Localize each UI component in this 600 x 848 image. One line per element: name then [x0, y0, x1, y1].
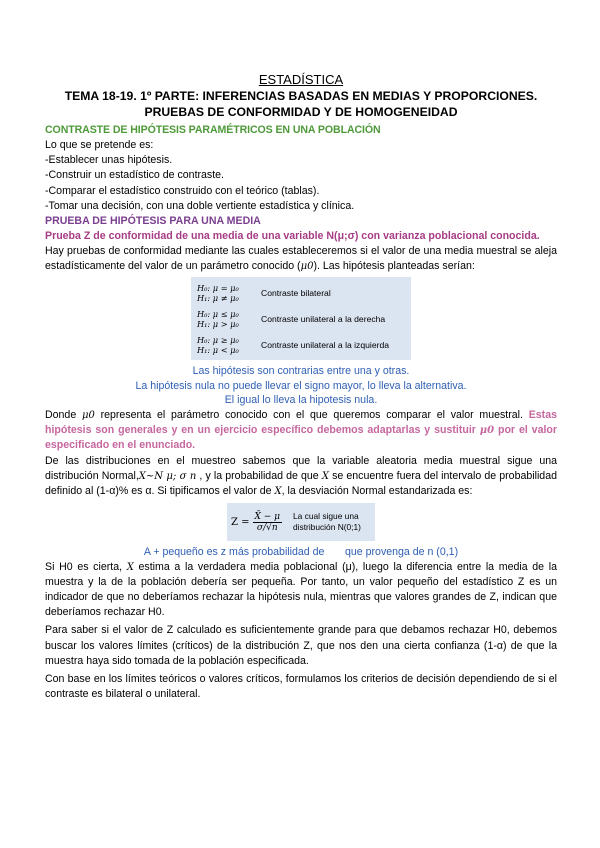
paragraph-mu0: Donde μ0 representa el parámetro conocido con el que queremos comparar el valor muestral. Estas hipótesis son generales y en un ejercicio específico debemos adaptarlas y sustituir μ0 por el valor especificado en el enunciado.: [45, 408, 557, 452]
hypothesis-row-right: H₀: μ ≤ μ₀ H₁: μ > μ₀ Contraste unilateral a la derecha: [197, 309, 386, 330]
hypothesis-row-left: H₀: μ ≥ μ₀ H₁: μ < μ₀ Contraste unilateral a la izquierda: [197, 335, 390, 356]
paragraph-distribution: De las distribuciones en el muestreo sabemos que la variable aleatoria media muestral sigue una distribución Normal,X~N μ; σ n , y la probabilidad de que X se encuentre fuera del intervalo de probabilidad definido al (1-α)% es α. Si tipificamos el valor de X, la desviación Normal estandarizada es:: [45, 454, 557, 497]
document-subtitle-line2: PRUEBAS DE CONFORMIDAD Y DE HOMOGENEIDAD: [144, 104, 458, 119]
step-item: -Comparar el estadístico construido con el teórico (tablas).: [45, 184, 320, 197]
z-formula-box: [227, 503, 375, 541]
step-item: -Tomar una decisión, con una doble vertiente estadística y clínica.: [45, 199, 355, 212]
hypothesis-note: El igual lo lleva la hipotesis nula.: [224, 394, 378, 407]
paragraph-decision-criteria: Con base en los límites teóricos o valores críticos, formulamos los criterios de decisión dependiendo de si el contraste es bilateral o unilateral.: [45, 673, 557, 701]
z-note: A + pequeño es z más probabilidad de que provenga de n (0,1): [143, 546, 459, 559]
paragraph-critical-values: Para saber si el valor de Z calculado es suficientemente grande para que debamos rechazar H0, debemos buscar los valores límites (críticos) de la distribución Z, que nos den una cierta confianza (1-α) de que la muestra haya sido tomada de la población especificada.: [45, 624, 557, 667]
document-subtitle-line1: TEMA 18-19. 1º PARTE: INFERENCIAS BASADAS EN MEDIAS Y PROPORCIONES.: [64, 89, 538, 103]
hypothesis-note: Las hipótesis son contrarias entre una y otras.: [192, 365, 410, 378]
intro-text: Lo que se pretende es:: [45, 139, 154, 151]
document-page: [45, 72, 557, 702]
paragraph-conformidad: Hay pruebas de conformidad mediante las cuales estableceremos si el valor de una media muestral se aleja estadísticamente del valor de un parámetro conocido (μ0). Las hipótesis planteadas serían:: [45, 245, 557, 273]
paragraph-h0-true: Si H0 es cierta, X estima a la verdadera media poblacional (μ), luego la diferencia entre la media de la muestra y la de la población debería ser pequeña. Por tanto, un valor pequeño del estadístico Z es un indicador de que no deberíamos rechazar la hipótesis nula, mientras que valores grandes de Z, indican que deberíamos rechazar H0.: [45, 560, 557, 619]
hypothesis-note: La hipótesis nula no puede llevar el signo mayor, lo lleva la alternativa.: [135, 379, 467, 392]
step-item: -Establecer unas hipótesis.: [45, 154, 173, 167]
section-heading-prueba: PRUEBA DE HIPÓTESIS PARA UNA MEDIA: [45, 215, 261, 228]
document-title: ESTADÍSTICA: [258, 72, 344, 87]
subheading-prueba-z: Prueba Z de conformidad de una media de una variable N(μ;σ) con varianza poblacional conocida.: [45, 230, 540, 243]
step-item: -Construir un estadístico de contraste.: [45, 169, 225, 182]
hypotheses-table: [191, 277, 411, 360]
z-formula: Z = $\frac{X̄ - \mu}{\sigma/√n}$: [231, 511, 281, 533]
section-heading-contraste: CONTRASTE DE HIPÓTESIS PARAMÉTRICOS EN UNA POBLACIÓN: [45, 124, 381, 136]
hypothesis-row-bilateral: H₀: μ = μ₀ H₁: μ ≠ μ₀ Contraste bilateral: [197, 283, 331, 304]
z-formula-caption: La cual sigue una distribución N(0;1): [293, 511, 361, 533]
